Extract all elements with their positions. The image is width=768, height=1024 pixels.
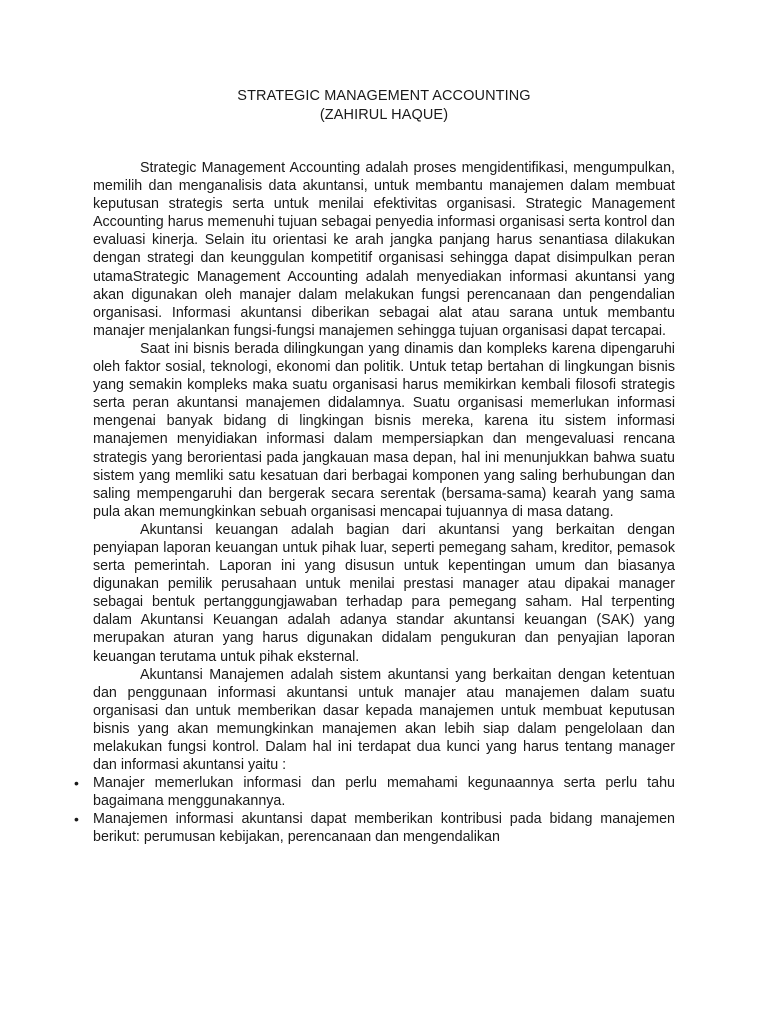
bullet-item-1: [74, 774, 675, 810]
paragraph-3: Akuntansi keuangan adalah bagian dari akuntansi yang berkaitan dengan penyiapan laporan keuangan untuk pihak luar, seperti pemegang saham, kreditor, pemasok serta pemerintah. Laporan ini yang disusun untuk kepentingan umum dan biasanya digunakan pemilik perusahaan untuk menilai prestasi manager atau dipakai manager sebagai bentuk pertanggungjawaban terhadap para pemegang saham. Hal terpenting dalam Akuntansi Keuangan adalah adanya standar akuntansi keuangan (SAK) yang merupakan aturan yang harus digunakan didalam pengukuran dan penyajian laporan keuangan terutama untuk pihak eksternal.: [93, 521, 675, 665]
paragraph-1: Strategic Management Accounting adalah proses mengidentifikasi, mengumpulkan, memilih dan menganalisis data akuntansi, untuk membantu manajemen dalam membuat keputusan strategis serta untuk menilai efektivitas organisasi. Strategic Management Accounting harus memenuhi tujuan sebagai penyedia informasi organisasi serta kontrol dan evaluasi kinerja. Selain itu orientasi ke arah jangka panjang harus senantiasa dilakukan dengan strategi dan keunggulan kompetitif organisasi sehingga dapat disimpulkan peran utamaStrategic Management Accounting adalah menyediakan informasi akuntansi yang akan digunakan oleh manajer dalam melakukan fungsi perencanaan dan pengendalian organisasi. Informasi akuntansi diberikan sebagai alat atau sarana untuk membantu manajer menjalankan fungsi-fungsi manajemen sehingga tujuan organisasi dapat tercapai.: [93, 160, 675, 339]
bullet-text-2: Manajemen informasi akuntansi dapat memberikan kontribusi pada bidang manajemen berikut: perumusan kebijakan, perencanaan dan mengendalikan: [93, 811, 675, 846]
bullet-text-1: Manajer memerlukan informasi dan perlu memahami kegunaannya serta perlu tahu bagaimana menggunakannya.: [93, 775, 675, 810]
document-title: STRATEGIC MANAGEMENT ACCOUNTING: [237, 88, 531, 104]
bullet-icon: •: [74, 811, 79, 828]
document-author: (ZAHIRUL HAQUE): [319, 107, 449, 123]
document-body: [74, 159, 675, 847]
title-block: [0, 87, 768, 125]
bullet-icon: •: [74, 775, 79, 792]
paragraph-2: Saat ini bisnis berada dilingkungan yang dinamis dan kompleks karena dipengaruhi oleh faktor sosial, teknologi, ekonomi dan politik. Untuk tetap bertahan di lingkungan bisnis yang semakin kompleks maka suatu organisasi harus memikirkan kembali filosofi strategis serta peran akuntansi manajemen didalamnya. Suatu organisasi memerlukan informasi mengenai banyak bidang di lingkingan bisnis mereka, karena itu sistem informasi manajemen menyidiakan informasi dalam mempersiapkan dan mengevaluasi rencana strategis yang berorientasi pada jangkauan masa depan, hal ini menunjukkan bahwa suatu sistem yang memliki satu kesatuan dari berbagai komponen yang saling berhubungan dan saling mempengaruhi dan bergerak secara serentak (bersama-sama) kearah yang sama pula akan memungkinkan sebuah organisasi mencapai tujuannya di masa datang.: [93, 340, 675, 520]
paragraph-4: Akuntansi Manajemen adalah sistem akuntansi yang berkaitan dengan ketentuan dan penggunaan informasi akuntansi untuk manajer atau manajemen dalam suatu organisasi dan untuk memberikan dasar kepada manajemen untuk membuat keputusan bisnis yang akan memungkinkan manajemen akan lebih siap dalam pengelolaan dan melakukan fungsi kontrol. Dalam hal ini terdapat dua kunci yang harus tentang manager dan informasi akuntansi yaitu :: [93, 666, 675, 774]
bullet-item-2: [74, 810, 675, 846]
bullet-list: [74, 774, 675, 846]
